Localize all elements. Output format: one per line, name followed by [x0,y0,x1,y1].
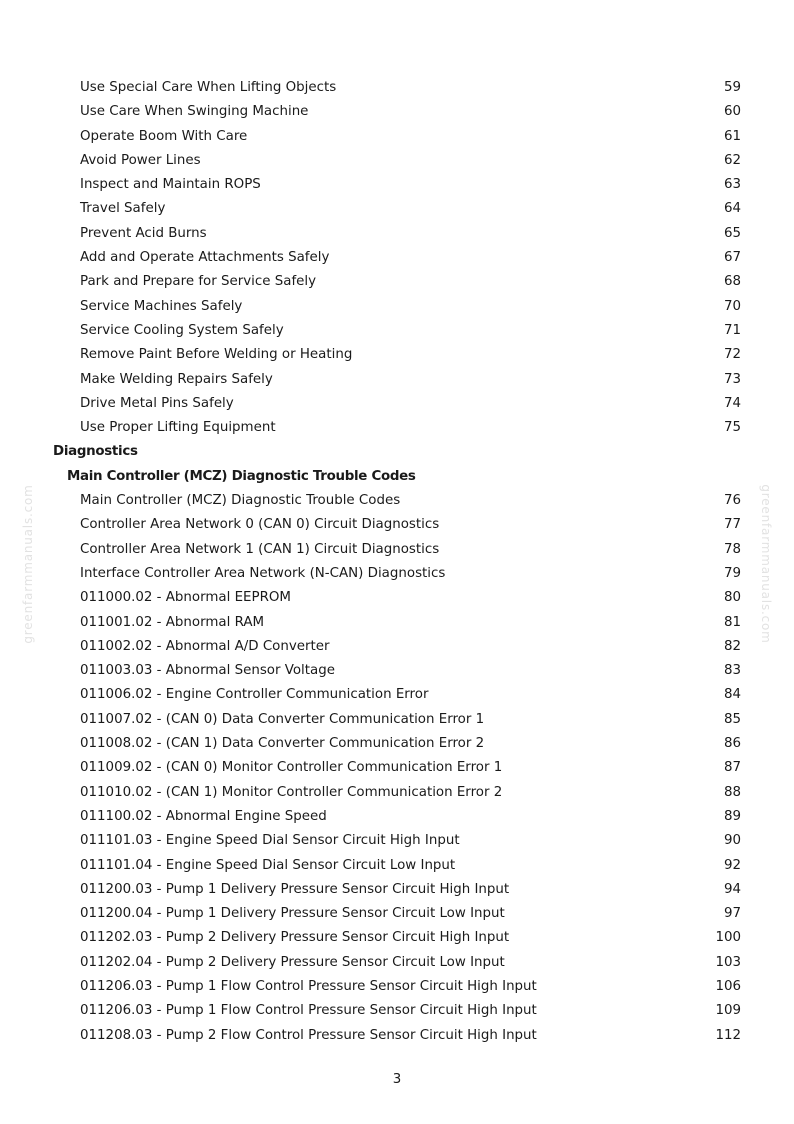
toc-entry-page: 80 [723,590,741,606]
toc-entry[interactable] [0,76,794,100]
toc-entry[interactable] [0,125,794,149]
toc-subsection-heading[interactable] [0,465,794,489]
toc-entry[interactable] [0,586,794,610]
toc-entry[interactable] [0,611,794,635]
toc-entry-title: Service Machines Safely [80,298,243,314]
toc-entry-title: 011009.02 - (CAN 0) Monitor Controller Communication Error 1 [80,760,503,776]
toc-entry-page: 90 [723,833,741,849]
toc-entry-page: 70 [723,298,741,314]
toc-entry[interactable] [0,829,794,853]
toc-entry[interactable] [0,951,794,975]
toc-entry-page: 63 [723,177,741,193]
toc-entry-title: 011101.04 - Engine Speed Dial Sensor Circuit Low Input [80,857,456,873]
toc-entry[interactable] [0,708,794,732]
toc-entry[interactable] [0,659,794,683]
toc-entry-title: Add and Operate Attachments Safely [80,250,330,266]
toc-entry[interactable] [0,975,794,999]
toc-entry-title: Operate Boom With Care [80,128,248,144]
toc-entry[interactable] [0,781,794,805]
toc-entry-page: 85 [723,711,741,727]
toc-entry[interactable] [0,805,794,829]
toc-entry-title: 011003.03 - Abnormal Sensor Voltage [80,663,335,679]
page-number: 3 [392,1072,402,1087]
toc-entry-page: 62 [723,152,741,168]
toc-entry[interactable] [0,343,794,367]
toc-entry[interactable] [0,562,794,586]
toc-entry-title: Service Cooling System Safely [80,322,284,338]
toc-entry-page: 103 [715,954,741,970]
toc-entry[interactable] [0,197,794,221]
toc-entry[interactable] [0,1024,794,1048]
toc-entry-page: 81 [723,614,741,630]
toc-entry-page: 106 [715,978,741,994]
toc-entry-title: Drive Metal Pins Safely [80,395,234,411]
toc-entry-title: 011006.02 - Engine Controller Communication Error [80,687,429,703]
toc-entry[interactable] [0,270,794,294]
toc-entry-title: 011002.02 - Abnormal A/D Converter [80,638,330,654]
toc-entry-title: Make Welding Repairs Safely [80,371,273,387]
toc-entry-title: 011100.02 - Abnormal Engine Speed [80,808,327,824]
toc-entry-page: 72 [723,347,741,363]
table-of-contents [0,76,794,1048]
toc-entry-title: 011008.02 - (CAN 1) Data Converter Communication Error 2 [80,736,485,752]
toc-entry-page: 86 [723,736,741,752]
toc-entry[interactable] [0,416,794,440]
toc-entry-title: Use Special Care When Lifting Objects [80,80,337,95]
watermark-right: greenfarmmanuals.com [759,484,773,644]
toc-entry-page: 76 [723,493,741,509]
toc-entry[interactable] [0,538,794,562]
toc-entry-title: 011001.02 - Abnormal RAM [80,614,265,630]
toc-entry[interactable] [0,368,794,392]
toc-entry[interactable] [0,513,794,537]
toc-entry-title: Travel Safely [80,201,166,217]
toc-entry-page: 112 [715,1027,741,1043]
toc-entry-page: 68 [723,274,741,290]
toc-entry[interactable] [0,319,794,343]
toc-entry-title: Main Controller (MCZ) Diagnostic Trouble Codes [80,493,401,509]
toc-entry-title: 011202.03 - Pump 2 Delivery Pressure Sensor Circuit High Input [80,930,510,946]
toc-entry-title: 011000.02 - Abnormal EEPROM [80,590,291,606]
toc-entry[interactable] [0,246,794,270]
toc-entry-title: 011200.03 - Pump 1 Delivery Pressure Sensor Circuit High Input [80,881,510,897]
toc-entry-title: Use Proper Lifting Equipment [80,420,276,436]
toc-entry-page: 59 [723,80,741,95]
toc-entry[interactable] [0,926,794,950]
toc-entry-page: 79 [723,565,741,581]
toc-entry-page: 60 [723,104,741,120]
toc-entry-page: 84 [723,687,741,703]
toc-entry-title: 011206.03 - Pump 1 Flow Control Pressure Sensor Circuit High Input [80,1003,537,1019]
toc-entry-page: 75 [723,420,741,436]
toc-entry-title: 011007.02 - (CAN 0) Data Converter Communication Error 1 [80,711,485,727]
toc-entry-page: 71 [723,322,741,338]
toc-entry-page: 73 [723,371,741,387]
toc-entry[interactable] [0,222,794,246]
toc-entry-page: 74 [723,395,741,411]
toc-entry-title: Controller Area Network 1 (CAN 1) Circuit Diagnostics [80,541,440,557]
toc-entry[interactable] [0,902,794,926]
toc-entry-title: Main Controller (MCZ) Diagnostic Trouble Codes [67,468,416,484]
toc-entry[interactable] [0,173,794,197]
toc-entry-title: 011010.02 - (CAN 1) Monitor Controller Communication Error 2 [80,784,503,800]
toc-entry[interactable] [0,635,794,659]
toc-entry[interactable] [0,732,794,756]
toc-entry-page: 61 [723,128,741,144]
toc-entry-title: Inspect and Maintain ROPS [80,177,261,193]
toc-entry-title: 011200.04 - Pump 1 Delivery Pressure Sensor Circuit Low Input [80,906,505,922]
toc-entry[interactable] [0,683,794,707]
toc-entry-title: Use Care When Swinging Machine [80,104,309,120]
toc-entry[interactable] [0,756,794,780]
toc-entry-page: 64 [723,201,741,217]
toc-entry-title: Interface Controller Area Network (N-CAN) Diagnostics [80,565,446,581]
toc-entry-page: 92 [723,857,741,873]
toc-entry-title: Diagnostics [53,444,138,460]
toc-entry-page: 65 [723,225,741,241]
toc-entry-page: 100 [715,930,741,946]
toc-entry[interactable] [0,878,794,902]
toc-entry-page: 78 [723,541,741,557]
toc-entry-page: 97 [723,906,741,922]
toc-entry-page: 87 [723,760,741,776]
toc-entry[interactable] [0,392,794,416]
toc-entry-title: Park and Prepare for Service Safely [80,274,317,290]
toc-entry-page: 88 [723,784,741,800]
toc-entry-title: 011206.03 - Pump 1 Flow Control Pressure Sensor Circuit High Input [80,978,537,994]
toc-entry-page: 82 [723,638,741,654]
toc-entry-title: Prevent Acid Burns [80,225,207,241]
toc-entry-title: 011101.03 - Engine Speed Dial Sensor Circuit High Input [80,833,460,849]
toc-entry[interactable] [0,999,794,1023]
toc-section-heading[interactable] [0,440,794,464]
toc-entry-page: 89 [723,808,741,824]
watermark-left: greenfarmmanuals.com [21,484,35,644]
toc-entry-page: 67 [723,250,741,266]
toc-entry-title: Avoid Power Lines [80,152,201,168]
toc-entry-page: 109 [715,1003,741,1019]
toc-entry[interactable] [0,854,794,878]
toc-entry-title: Remove Paint Before Welding or Heating [80,347,353,363]
toc-entry-page: 83 [723,663,741,679]
toc-entry-title: 011208.03 - Pump 2 Flow Control Pressure Sensor Circuit High Input [80,1027,537,1043]
toc-entry-page: 77 [723,517,741,533]
toc-entry[interactable] [0,295,794,319]
toc-entry-title: Controller Area Network 0 (CAN 0) Circuit Diagnostics [80,517,440,533]
toc-entry[interactable] [0,100,794,124]
toc-entry[interactable] [0,489,794,513]
toc-entry-title: 011202.04 - Pump 2 Delivery Pressure Sensor Circuit Low Input [80,954,505,970]
toc-entry[interactable] [0,149,794,173]
toc-entry-page: 94 [723,881,741,897]
